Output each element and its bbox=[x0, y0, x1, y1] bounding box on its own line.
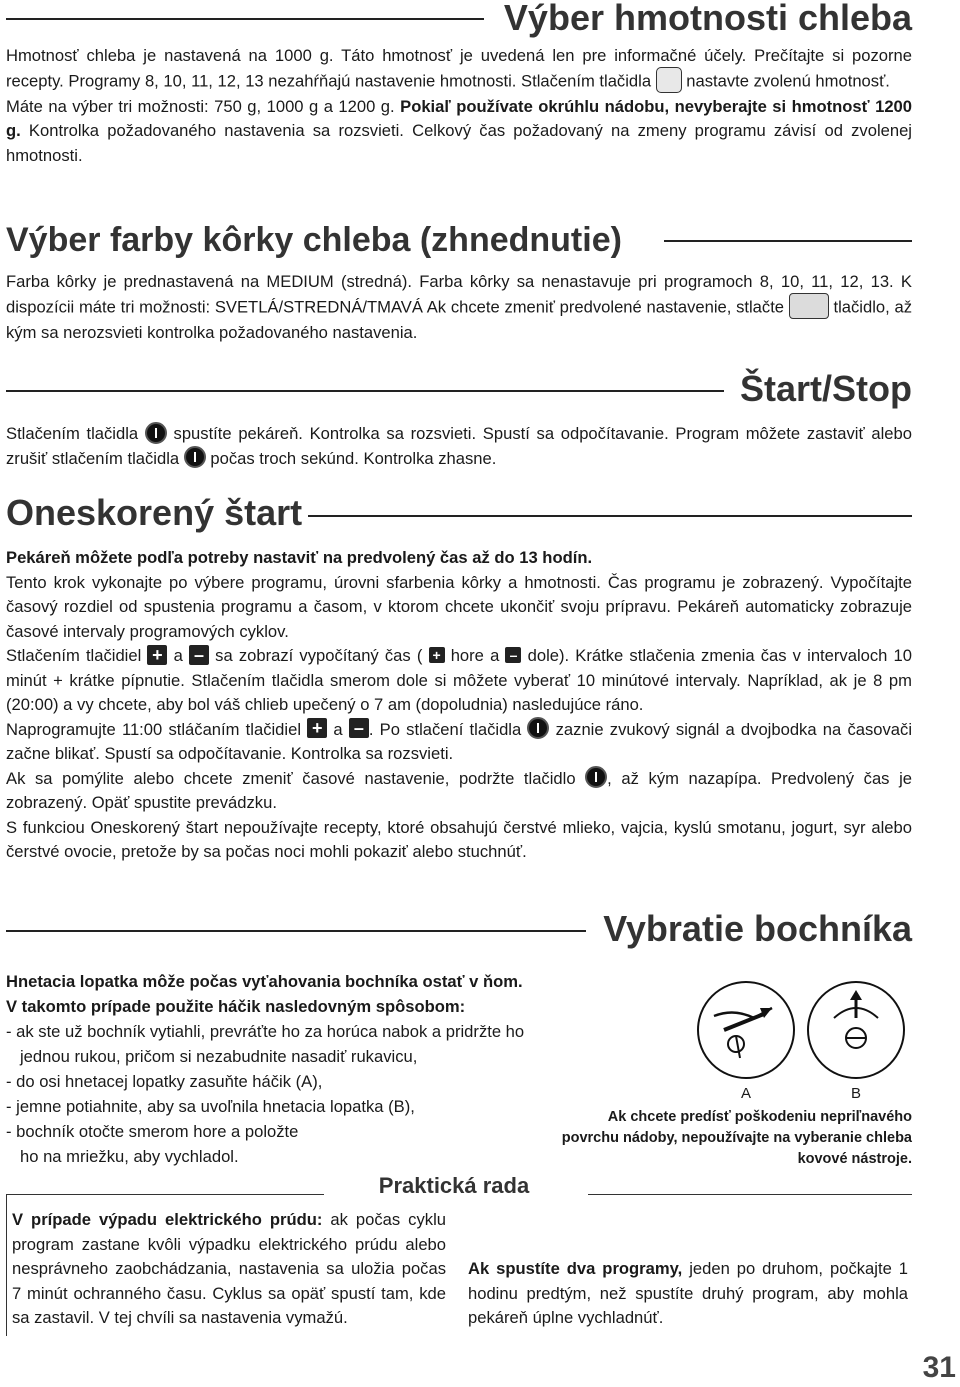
weight-text-3: Máte na výber tri možnosti: 750 g, 1000 g a 1200 g. bbox=[6, 96, 401, 116]
start-button-icon bbox=[527, 717, 549, 739]
crust-text bbox=[6, 270, 912, 345]
crust-text-2: tlačidlo, až kým sa nerozsvieti kontrolka požadovaného nastavenia. bbox=[6, 296, 912, 342]
section-rule bbox=[6, 390, 724, 392]
delay-p4a: Ak sa pomýlite alebo chcete zmeniť časové nastavenie, podržte tlačidlo bbox=[6, 768, 586, 788]
tip-box-top-right bbox=[588, 1194, 912, 1195]
heading-delay: Oneskorený štart bbox=[6, 492, 303, 533]
weight-text-2: nastavte zvolenú hmotnosť. bbox=[681, 70, 890, 90]
tip-column-left bbox=[12, 1208, 446, 1332]
delay-p1: Tento krok vykonajte po výbere programu, úrovni sfarbenia kôrky a hmotnosti. Čas programu je zobrazený. Vypočítajte časový rozdiel od spustenia programu a časom, v ktorom chcete ukončiť svoju prípravu. Pekáreň automaticky zobrazuje časové intervaly programových cyklov. bbox=[6, 572, 912, 641]
weight-text bbox=[6, 44, 912, 168]
delay-p4b: , až kým nazapípa. Predvolený čas je zobrazený. Opäť spustite prevádzku. bbox=[6, 768, 913, 812]
delay-p2e: dole). Krátke stlačenia zmenia čas v intervaloch 10 minút + krátke pípnutie. Stlačením tlačidla smerom dole si môžete vyberať 10 minútové intervaly. Napríklad, ak je 8 pm (20:00) a vy chcete, aby bol váš chlieb upečený o 7 am (dopoludnia) nasledujúce ráno. bbox=[6, 646, 912, 714]
delay-p3b: a bbox=[327, 719, 349, 739]
removal-step: - bochník otočte smerom hore a položte bbox=[6, 1122, 299, 1141]
hook-illustration-a bbox=[694, 978, 798, 1082]
section-rule bbox=[308, 515, 912, 517]
delay-p3d: zaznie zvukový signál a dvojbodka na časovači začne blikať. Spustí sa odpočítavanie. Kontrolka sa rozsvieti. bbox=[6, 719, 912, 763]
plus-icon: + bbox=[429, 647, 445, 663]
illustration-label-a: A bbox=[741, 1085, 752, 1102]
delay-p5: S funkciou Oneskorený štart nepoužívajte recepty, ktoré obsahujú čerstvé mlieko, vajcia, kyslú smotanu, jogurt, syr alebo čerstvé ovocie, pretože by sa počas noci mohli pokaziť alebo stuchnúť. bbox=[6, 817, 912, 861]
illustration-label-b: B bbox=[851, 1085, 862, 1102]
minus-icon: – bbox=[505, 647, 521, 663]
start-stop-text-1: Stlačením tlačidla bbox=[6, 424, 145, 443]
page-number: 31 bbox=[922, 1351, 956, 1384]
removal-step: - ak ste už bochník vytiahli, prevráťte ho za horúca nabok a pridržte ho bbox=[6, 1022, 525, 1041]
start-stop-text bbox=[6, 422, 912, 471]
start-stop-text-2: spustíte pekáreň. Kontrolka sa rozsvieti. Spustí sa odpočítavanie. Program môžete zastaviť alebo zrušiť stlačením tlačidla bbox=[6, 424, 912, 468]
removal-step: jednou rukou, pričom si nezabudnite nasadiť rukavicu, bbox=[20, 1047, 418, 1066]
removal-bold-2: V takomto prípade použite háčik nasledovným spôsobom: bbox=[6, 997, 466, 1016]
section-rule bbox=[664, 240, 912, 242]
delay-p2b: a bbox=[167, 646, 189, 665]
removal-step: - do osi hnetacej lopatky zasuňte háčik (A), bbox=[6, 1072, 323, 1091]
minus-icon: – bbox=[349, 718, 369, 738]
section-rule bbox=[6, 930, 586, 932]
delay-text bbox=[6, 546, 912, 865]
plus-icon: + bbox=[147, 645, 167, 665]
heading-crust: Výber farby kôrky chleba (zhnednutie) bbox=[6, 221, 622, 259]
start-stop-text-3: počas troch sekúnd. Kontrolka zhasne. bbox=[205, 448, 497, 468]
removal-step: ho na mriežku, aby vychladol. bbox=[20, 1147, 239, 1166]
tip-box-left bbox=[6, 1194, 7, 1336]
plus-icon: + bbox=[307, 718, 327, 738]
heading-removal: Vybratie bochníka bbox=[603, 908, 912, 949]
start-button-icon bbox=[184, 446, 206, 468]
weight-warning: Pokiaľ používate okrúhlu nádobu, nevyberajte si hmotnosť 1200 g. bbox=[6, 96, 912, 140]
heading-start-stop: Štart/Stop bbox=[739, 368, 912, 409]
removal-bold-1: Hnetacia lopatka môže počas vyťahovania bochníka ostať v ňom. bbox=[6, 972, 523, 991]
weight-button-icon bbox=[656, 67, 682, 93]
tip-text-2: jeden po druhom, počkajte 1 hodinu predtým, než spustíte druhý program, aby mohla pekáreň úplne vychladnúť. bbox=[468, 1259, 908, 1327]
delay-p2c: sa zobrazí vypočítaný čas ( bbox=[208, 646, 429, 665]
weight-text-1: Hmotnosť chleba je nastavená na 1000 g. Táto hmotnosť je uvedená len pre informačné účely. Prečítajte si pozorne recepty. Programy 8, 10, 11, 12, 13 nezahŕňajú nastavenie hmotnosti. Stlačením tlačidla bbox=[6, 46, 912, 90]
delay-p3c: . Po stlačení tlačidla bbox=[368, 719, 528, 739]
minus-icon: – bbox=[189, 645, 209, 665]
tip-text-1: ak počas cyklu program zastane kvôli výpadku elektrického prúdu alebo nesprávneho zaobchádzania, nastavenia sa uložia počas 7 minút ochranného času. Cyklus sa opäť spustí tam, kde sa zastavil. V tej chvíli sa nastavenia vymažú. bbox=[12, 1210, 446, 1327]
tip-box-top-left bbox=[6, 1194, 324, 1195]
removal-caption: Ak chcete predísť poškodeniu nepriľnavého povrchu nádoby, nepoužívajte na vyberanie chleba kovové nástroje. bbox=[561, 1109, 912, 1167]
weight-text-4: Kontrolka požadovaného nastavenia sa rozsvieti. Celkový čas požadovaný na zmeny programu závisí od zvolenej hmotnosti. bbox=[6, 121, 912, 165]
start-button-icon bbox=[585, 766, 607, 788]
start-button-icon bbox=[145, 422, 167, 444]
tip-bold-1: V prípade výpadu elektrického prúdu: bbox=[12, 1210, 323, 1229]
tip-bold-2: Ak spustíte dva programy, bbox=[468, 1259, 683, 1278]
delay-p3a: Naprogramujte 11:00 stláčaním tlačidiel bbox=[6, 719, 308, 739]
tip-column-right bbox=[468, 1257, 908, 1331]
delay-p2d: hore a bbox=[444, 646, 506, 665]
crust-button-icon bbox=[789, 293, 829, 319]
section-rule bbox=[6, 18, 484, 20]
hook-illustration-b bbox=[804, 978, 908, 1082]
tip-heading: Praktická rada bbox=[378, 1173, 530, 1198]
crust-text-1: Farba kôrky je prednastavená na MEDIUM (stredná). Farba kôrky sa nenastavuje pri programoch 8, 10, 11, 12, 13. K dispozícii máte tri možnosti: SVETLÁ/STREDNÁ/TMAVÁ Ak chcete zmeniť predvolené nastavenie, stlačte bbox=[6, 272, 912, 316]
removal-step: - jemne potiahnite, aby sa uvoľnila hnetacia lopatka (B), bbox=[6, 1097, 415, 1116]
delay-bold: Pekáreň môžete podľa potreby nastaviť na predvolený čas až do 13 hodín. bbox=[6, 548, 593, 567]
delay-p2a: Stlačením tlačidiel bbox=[6, 646, 148, 665]
heading-weight: Výber hmotnosti chleba bbox=[503, 0, 912, 38]
